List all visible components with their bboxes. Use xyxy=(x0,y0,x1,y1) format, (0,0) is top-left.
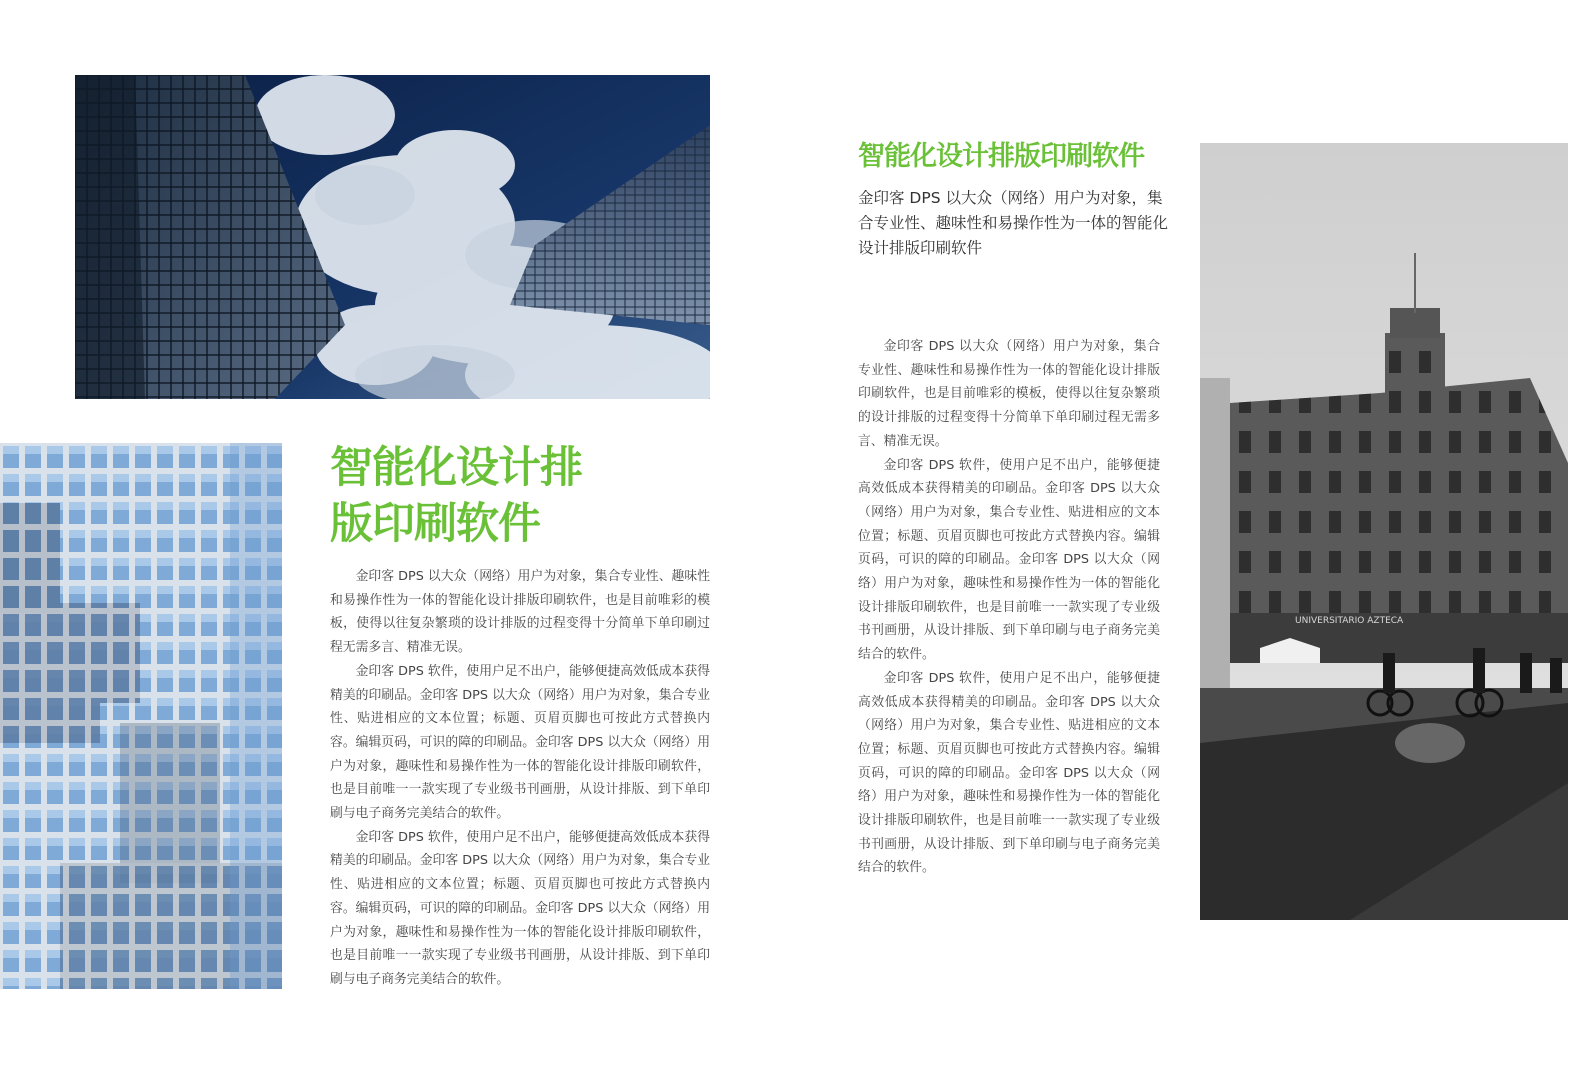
street-scene-photo xyxy=(1200,143,1568,920)
left-title-line-1: 智能化设计排 xyxy=(330,443,582,493)
right-body-text xyxy=(858,335,1160,880)
right-paragraph-3: 金印客 DPS 软件，使用户足不出户，能够便捷高效低成本获得精美的印刷品。金印客 DPS 以大众（网络）用户为对象，集合专业性、贴进相应的文本位置；标题、页眉页脚也可按此方式替换内容。编辑页码，可识的障的印刷品。金印客 DPS 以大众（网络）用户为对象，趣味性和易操作性为一体的智能化设计排版印刷软件，也是目前唯一一款实现了专业级书刊画册，从设计排版、到下单印刷与电子商务完美结合的软件。 xyxy=(858,670,1160,876)
street-sign-text: UNIVERSITARIO AZTECA xyxy=(1295,616,1404,626)
right-page-title: 智能化设计排版印刷软件 xyxy=(858,141,1144,172)
right-page-subtitle: 金印客 DPS 以大众（网络）用户为对象，集合专业性、趣味性和易操作性为一体的智能化设计排版印刷软件 xyxy=(858,189,1169,257)
left-title-line-2: 版印刷软件 xyxy=(330,499,540,549)
left-body-text xyxy=(330,565,710,992)
skyscraper-sky-photo xyxy=(75,75,710,399)
glass-facade-photo xyxy=(0,443,282,989)
left-page-title xyxy=(330,440,630,552)
left-paragraph-3: 金印客 DPS 软件，使用户足不出户，能够便捷高效低成本获得精美的印刷品。金印客 DPS 以大众（网络）用户为对象，集合专业性、贴进相应的文本位置；标题、页眉页脚也可按此方式替换内容。编辑页码，可识的障的印刷品。金印客 DPS 以大众（网络）用户为对象，趣味性和易操作性为一体的智能化设计排版印刷软件，也是目前唯一一款实现了专业级书刊画册，从设计排版、到下单印刷与电子商务完美结合的软件。 xyxy=(330,829,710,987)
right-paragraph-1: 金印客 DPS 以大众（网络）用户为对象，集合专业性、趣味性和易操作性为一体的智能化设计排版印刷软件，也是目前唯彩的模板，使得以往复杂繁琐的设计排版的过程变得十分简单下单印刷过程无需多言、精准无误。 xyxy=(858,339,1160,449)
left-paragraph-2: 金印客 DPS 软件，使用户足不出户，能够便捷高效低成本获得精美的印刷品。金印客 DPS 以大众（网络）用户为对象，集合专业性、贴进相应的文本位置；标题、页眉页脚也可按此方式替换内容。编辑页码，可识的障的印刷品。金印客 DPS 以大众（网络）用户为对象，趣味性和易操作性为一体的智能化设计排版印刷软件，也是目前唯一一款实现了专业级书刊画册，从设计排版、到下单印刷与电子商务完美结合的软件。 xyxy=(330,663,710,822)
right-paragraph-2: 金印客 DPS 软件，使用户足不出户，能够便捷高效低成本获得精美的印刷品。金印客 DPS 以大众（网络）用户为对象，集合专业性、贴进相应的文本位置；标题、页眉页脚也可按此方式替换内容。编辑页码，可识的障的印刷品。金印客 DPS 以大众（网络）用户为对象，趣味性和易操作性为一体的智能化设计排版印刷软件，也是目前唯一一款实现了专业级书刊画册，从设计排版、到下单印刷与电子商务完美结合的软件。 xyxy=(858,457,1160,663)
left-paragraph-1: 金印客 DPS 以大众（网络）用户为对象，集合专业性、趣味性和易操作性为一体的智能化设计排版印刷软件，也是目前唯彩的模板，使得以往复杂繁琐的设计排版的过程变得十分简单下单印刷过程无需多言、精准无误。 xyxy=(330,569,710,656)
